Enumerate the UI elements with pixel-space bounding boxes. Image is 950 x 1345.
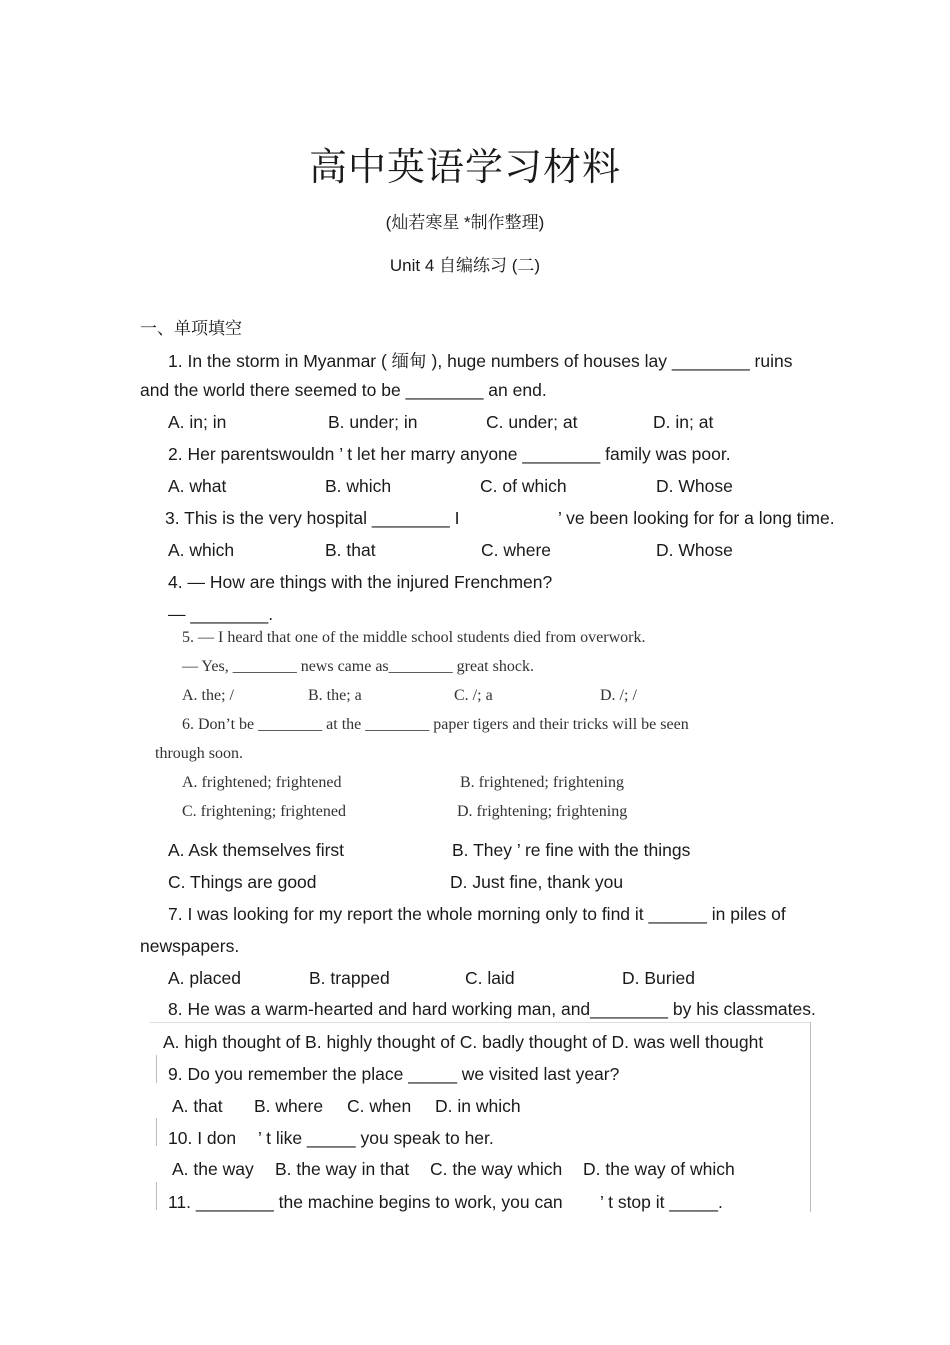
q10-option-c: C. the way which: [430, 1159, 563, 1179]
page-title: 高中英语学习材料: [308, 145, 621, 189]
q9-line1: 9. Do you remember the place _____ we visited last year?: [168, 1064, 620, 1084]
q6-option-a: A. frightened; frightened: [182, 774, 342, 791]
q7-option-b: B. trapped: [309, 968, 390, 988]
q7-option-a: A. placed: [168, 968, 241, 988]
q9-option-d: D. in which: [435, 1096, 521, 1116]
q1-option-b: B. under; in: [328, 412, 418, 432]
q4-option-c: C. Things are good: [168, 872, 317, 892]
q2-line1: 2. Her parentswouldn ’ t let her marry anyone ________ family was poor.: [168, 444, 731, 464]
q10-option-b: B. the way in that: [275, 1159, 410, 1179]
q3-option-b: B. that: [325, 540, 376, 560]
section-heading: 一、单项填空: [140, 319, 242, 338]
q9-option-c: C. when: [347, 1096, 412, 1116]
q6-option-d: D. frightening; frightening: [457, 803, 628, 820]
q8-line1: 8. He was a warm-hearted and hard working man, and________ by his classmates.: [168, 999, 816, 1019]
q5-option-a: A. the; /: [182, 687, 234, 704]
q4-option-a: A. Ask themselves first: [168, 840, 345, 860]
q6-option-c: C. frightening; frightened: [182, 803, 346, 820]
q10-line1-part2: ’ t like _____ you speak to her.: [258, 1128, 494, 1148]
credit-line: (灿若寒星 *制作整理): [385, 213, 545, 232]
q10-option-d: D. the way of which: [583, 1159, 735, 1179]
q11-line1-part1: 11. ________ the machine begins to work, you can: [168, 1192, 563, 1212]
q4-line2: — ________.: [168, 604, 274, 624]
q3-line1-part2: ’ ve been looking for for a long time.: [558, 508, 835, 528]
q1-option-c: C. under; at: [486, 412, 578, 432]
q3-option-c: C. where: [481, 540, 552, 560]
q5-line2: — Yes, ________ news came as________ great shock.: [182, 658, 534, 675]
q1-option-a: A. in; in: [168, 412, 227, 432]
q6-line1: 6. Don’t be ________ at the ________ paper tigers and their tricks will be seen: [182, 716, 689, 733]
q9-option-a: A. that: [172, 1096, 223, 1116]
q1-option-d: D. in; at: [653, 412, 714, 432]
q2-option-c: C. of which: [480, 476, 567, 496]
q5-option-c: C. /; a: [454, 687, 493, 704]
q4-line1: 4. — How are things with the injured Frenchmen?: [168, 572, 553, 592]
q2-option-a: A. what: [168, 476, 227, 496]
q6-option-b: B. frightened; frightening: [460, 774, 624, 791]
q10-option-a: A. the way: [172, 1159, 254, 1179]
q6-line2: through soon.: [155, 745, 243, 762]
q4-option-d: D. Just fine, thank you: [450, 872, 624, 892]
q1-line1: 1. In the storm in Myanmar ( 缅甸 ), huge numbers of houses lay ________ ruins: [168, 351, 793, 371]
q11-line1-part2: ’ t stop it _____.: [600, 1192, 723, 1212]
q9-option-b: B. where: [254, 1096, 324, 1116]
q4-option-b: B. They ’ re fine with the things: [452, 840, 691, 860]
q3-option-d: D. Whose: [656, 540, 733, 560]
q1-line2: and the world there seemed to be ________ an end.: [140, 380, 547, 400]
q2-option-d: D. Whose: [656, 476, 733, 496]
q7-line1: 7. I was looking for my report the whole morning only to find it ______ in piles of: [168, 904, 786, 924]
unit-title: Unit 4 自编练习 (二): [389, 256, 541, 275]
q10-line1-part1: 10. I don: [168, 1128, 237, 1148]
q7-line2: newspapers.: [140, 936, 240, 956]
q2-option-b: B. which: [325, 476, 392, 496]
q8-options: A. high thought of B. highly thought of C. badly thought of D. was well thought: [163, 1032, 764, 1052]
q3-option-a: A. which: [168, 540, 235, 560]
q5-option-d: D. /; /: [600, 687, 637, 704]
q7-option-d: D. Buried: [622, 968, 695, 988]
q5-option-b: B. the; a: [308, 687, 362, 704]
q3-line1-part1: 3. This is the very hospital ________ I: [165, 508, 460, 528]
q5-line1: 5. — I heard that one of the middle school students died from overwork.: [182, 629, 646, 646]
q7-option-c: C. laid: [465, 968, 515, 988]
